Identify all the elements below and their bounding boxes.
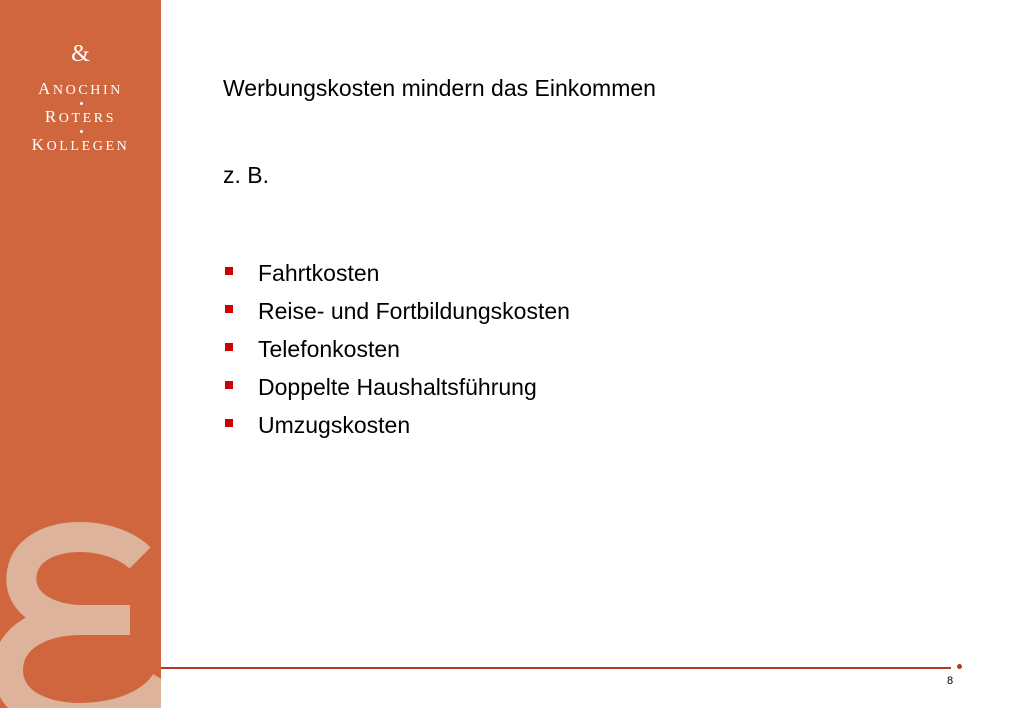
list-item — [222, 297, 570, 335]
bullet-square-icon — [225, 419, 233, 427]
brand-line-kollegen-text: KOLLEGEN — [31, 135, 130, 154]
list-item — [222, 335, 570, 373]
list-item — [222, 259, 570, 297]
list-item-text: Telefonkosten — [258, 336, 400, 362]
brand-separator-dot — [80, 130, 83, 133]
bullet-square-icon — [225, 267, 233, 275]
brand-line-anochin-text: ANOCHIN — [38, 79, 123, 98]
brand-ampersand: & — [71, 41, 90, 67]
footer-dot — [957, 664, 962, 669]
footer-rule — [161, 667, 951, 669]
ampersand-watermark-icon — [0, 520, 161, 708]
list-item — [222, 411, 570, 449]
slide-title: Werbungskosten mindern das Einkommen — [223, 75, 656, 101]
page-number: 8 — [946, 675, 954, 687]
list-item — [222, 373, 570, 411]
list-item-text: Umzugskosten — [258, 412, 411, 438]
bullet-square-icon — [225, 381, 233, 389]
brand-line-roters-text: ROTERS — [44, 107, 117, 126]
bullet-square-icon — [225, 305, 233, 313]
bullet-square-icon — [225, 343, 233, 351]
brand-band — [0, 0, 161, 708]
list-item-text: Reise- und Fortbildungskosten — [258, 298, 570, 324]
bullet-list — [222, 259, 570, 449]
brand-separator-dot — [80, 102, 83, 105]
list-item-text: Fahrtkosten — [258, 260, 380, 286]
list-item-text: Doppelte Haushaltsführung — [258, 374, 537, 400]
slide-subtitle: z. B. — [223, 162, 270, 188]
brand-line-roters — [0, 108, 161, 128]
brand-line-kollegen — [0, 136, 161, 156]
brand-line-anochin — [0, 80, 161, 100]
